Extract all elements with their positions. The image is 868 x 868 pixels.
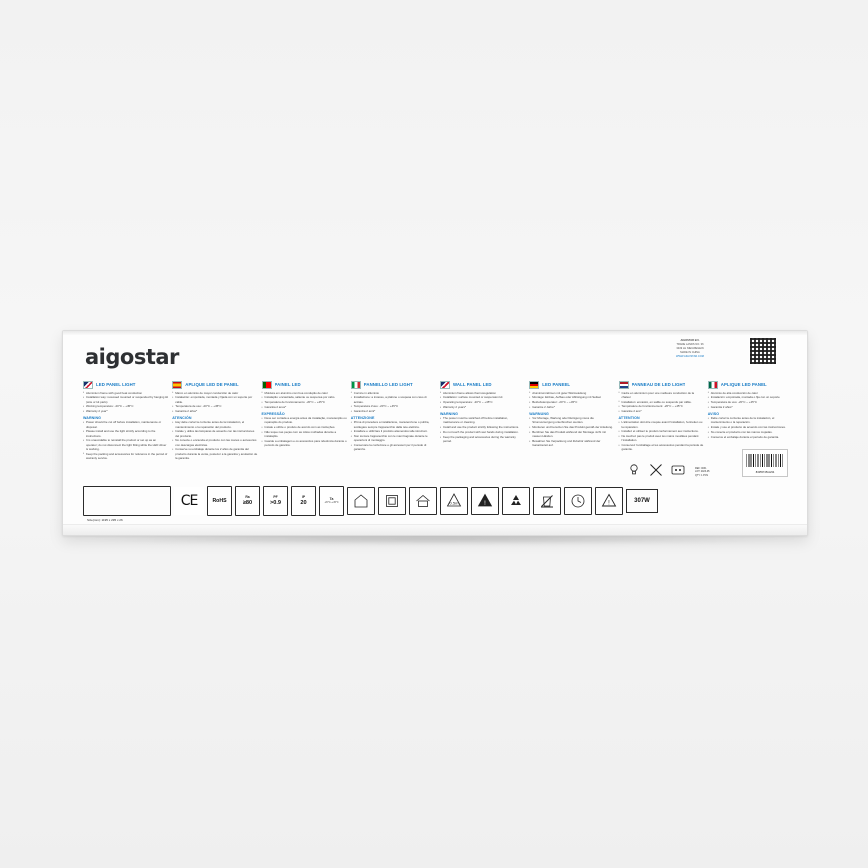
list-item: • Instale e utilize o produto de acordo com as instruções. [262,425,347,429]
product-size-label: Size(mm): 1195 x 295 x 26 [87,518,123,522]
list-item: • It is unavoidable to reinstall the product or set up as an operator; do not disconnect the light fitting while the LED driver is working. [83,438,168,451]
cri-value: ≥80 [242,499,253,506]
list-item: • Moldura em alumínio com boa condução de calor [262,391,347,395]
side-ref-text [695,467,739,477]
list-item: • Conserve su embalaje durante los 2 años de garantía del producto durante la venta, posterior a la garantía y anulación de la garantía. [172,447,257,460]
lang-title: LED PANEL LIGHT [96,382,136,388]
lang-bullets [262,391,347,410]
ip-rating-value: 20 [300,499,307,506]
warning-title: EXPRESSÃO [261,412,285,417]
warning-title: WARNUNG [529,412,549,417]
lang-col-fr [619,381,704,461]
cri-label: Ra [245,494,250,499]
power-factor-cell [263,486,288,516]
list-item: • Installation: encastré, en saillie ou suspendu par câble. [619,400,704,404]
recycle-icon [502,487,530,515]
list-item: • Operating temperature: -20°C ~ +45°C [440,400,525,404]
company-address [647,339,733,359]
list-item: • Berühren Sie das Produkt während der Montage nicht mit nassen Händen. [529,430,614,438]
no-dispose-icon [533,487,561,515]
ip-rating-label: IP [301,494,306,499]
list-item: • Ne touchez pas le produit avec les mains mouillées pendant l'installation. [619,434,704,442]
lang-header [172,381,257,389]
list-item: • Instalação: encastrada, saliente ou suspensa por cabo. [262,395,347,399]
list-item: • No conecte o encienda el producto con las manos o accesorios con descargas eléctricas. [172,438,257,446]
ce-mark-label: CE [180,493,198,509]
list-item: • Aluminium frame allows thermoregulation [440,391,525,395]
list-item: • Do not touch the product with wet hands during installation. [440,430,525,434]
warning-bullets [172,420,257,460]
list-item: • Prima di procedere a installazione, manutenzione o pulizia, scollegare sempre l'apparecchio dalla rete elettrica. [351,420,436,428]
lang-col-en [83,381,168,461]
svg-text:0.5m: 0.5m [449,500,459,506]
warning-title: WARNING [440,412,459,417]
barcode-icon [746,454,784,467]
lang-col-en2 [440,381,525,461]
lang-title: LED PANEEL [542,382,571,388]
lot-line: LOT: 2023-05 [695,470,710,474]
warning-bullets [708,416,793,439]
warning-bullets [619,420,704,451]
list-item: • Working temperature: -20°C ~ +45°C [83,404,168,408]
lang-bullets [351,391,436,414]
safety-symbol-row [625,461,687,479]
warning-bullets [351,420,436,451]
list-item: • Bewahren Sie Verpackung und Zubehör während der Garantiezeit auf. [529,439,614,447]
list-item: • Power should be cut off before installation, maintenance or disposal. [83,420,168,428]
list-item: • Temperatura d'uso: -20°C ~ +45°C [351,404,436,408]
flag-gb-icon [440,381,450,389]
list-item: • Conserve el embalaje durante el periodo de garantía. [708,435,793,439]
list-item: • Garanzia 2 anni* [351,409,436,413]
power-factor-label: PF [273,494,278,499]
warning-bullets [529,416,614,447]
warning-bullets [83,420,168,460]
list-item: • Instale y utilice las lámparas de acuerdo con las instrucciones del producto. [172,429,257,437]
flag-mx-icon [708,381,718,389]
spec-icon-strip [83,481,793,521]
indoor-use-icon [347,487,375,515]
svg-text:!: ! [484,500,486,507]
list-item: • Warranty 2 years* [440,405,525,409]
flag-nl-icon [619,381,629,389]
list-item: • Temperatura de uso: -20°C ~ +45°C [708,400,793,404]
warning-title: ATTENTION [618,416,640,421]
list-item: • Please install and use the light strictly according to the instructions. [83,429,168,437]
list-item: • Betriebstemperatur: -20°C ~ +45°C [529,400,614,404]
list-item: • Installation way: recessed mounted or suspended by hanging kit (wire or kit parts) [83,395,168,403]
lang-header [440,381,525,389]
brand-logo: aigostar [85,345,179,369]
clock-icon [564,487,592,515]
lang-bullets [708,391,793,410]
list-item: • Aluminium frame with good heat conduction [83,391,168,395]
list-item: • Montieren und benutzen Sie das Produkt gemäß der Anleitung. [529,425,614,429]
ta-value: -20°C~+45°C [324,500,339,504]
house-mounting-icon [409,487,437,515]
list-item: • No conecte el producto con las manos mojadas. [708,430,793,434]
warning-triangle-icon [471,487,499,515]
list-item: • Installazione: a incasso, a plafone o sospesa con cavo di acciaio. [351,395,436,403]
lang-col-de [529,381,614,461]
warning-bullets [440,416,525,443]
lang-title: APLIQUE LED PANEL [720,382,767,388]
power-factor-value: >0.9 [269,499,282,506]
lang-header [619,381,704,389]
box-top-edge [63,331,807,335]
list-item: • Install and use the product strictly following the instructions. [440,425,525,429]
socket-icon [669,461,687,479]
ip-rating-cell [291,486,316,516]
flag-de-icon [529,381,539,389]
barcode-label [742,449,788,477]
cri-cell [235,486,260,516]
company-city: 3439 LH NIEUWEGEIN [676,347,704,351]
lang-col-pt [262,381,347,461]
list-item: • Garantie 2 Jahre* [529,405,614,409]
lang-col-it [351,381,436,461]
list-item: • Montage: Einbau, Aufbau oder Abhängung mit Seilset [529,395,614,399]
lang-header [351,381,436,389]
lang-header [529,381,614,389]
flag-gb-icon [83,381,93,389]
flag-pt-icon [262,381,272,389]
list-item: • The power must be switched off before installation, maintenance or cleaning. [440,416,525,424]
wattage-badge: 307W [626,489,658,513]
list-item: • Conservez l'emballage et les accessoires pendant la période de garantie. [619,443,704,451]
box-bottom-edge [63,524,807,535]
list-item: • Temperatura de funcionamento: -20°C ~ +45°C [262,400,347,404]
company-website: WWW.AIGOSTAR.COM [676,355,704,359]
lang-title: PANNELLO LED LIGHT [363,382,413,388]
list-item: • Aluminio de alta conducción de calor [708,391,793,395]
qr-code-icon [749,337,777,365]
list-item: • Não toque nas peças com as mãos molhadas durante a instalação. [262,430,347,438]
lang-title: PAINEL LED [274,382,301,388]
company-name: AIGOSTAR B.V. [680,339,700,342]
warning-bullets [262,416,347,447]
ta-label: Ta [329,496,334,501]
ambient-temperature-cell [319,486,344,516]
list-item: • Marco en aluminio de mayor conducción de calor [172,391,257,395]
company-origin: MADE IN CHINA [680,351,700,355]
list-item: • Instale y use el producto de acuerdo con las instrucciones. [708,425,793,429]
list-item: • Instalación: empotrada, montada y fijada con un soporte por cable. [172,395,257,403]
list-item: • Temperatura de uso: -20°C ~ +45°C [172,404,257,408]
rohs-mark-label: RoHS [212,498,227,504]
lang-title: APLIQUE LED DE PANEL [185,382,239,388]
list-item: • Debe cortar la corriente antes de la instalación, el mantenimiento o la reparación. [708,416,793,424]
lang-col-es [172,381,257,461]
lang-bullets [172,391,257,414]
product-box [62,330,808,536]
list-item: • Guarde a embalagem e os acessórios para referência durante o período de garantia. [262,439,347,447]
lang-header [708,381,793,389]
lang-header [83,381,168,389]
list-item: • Garantie 2 ans* [619,409,704,413]
list-item: • Cornice in alluminio [351,391,436,395]
list-item: • Keep the packaging and accessories during the warranty period. [440,435,525,443]
list-item: • Installez et utilisez le produit conformément aux instructions. [619,429,704,433]
list-item: • Garantía 2 años* [708,405,793,409]
lang-header [262,381,347,389]
ref-line: REF: 0031 [695,466,707,470]
list-item: • Vor Montage, Wartung oder Reinigung muss die Stromversorgung unterbrochen werden. [529,416,614,424]
lang-bullets [529,391,614,410]
list-item: • Hay debe cortar la corriente antes de la instalación, el mantenimiento o la reparación del producto. [172,420,257,428]
side-label-block [695,449,791,477]
list-item: • Garantía 2 años* [172,409,257,413]
product-size-box [83,486,171,522]
list-item: • Cadre en aluminium pour une meilleure conduction de la chaleur [619,391,704,399]
list-item: • Garantia 2 anos* [262,405,347,409]
ce-mark [174,487,204,515]
lang-bullets [83,391,168,414]
warning-title: ATTENZIONE [350,416,375,421]
class-ii-icon [378,487,406,515]
lamp-replacement-icon [625,461,643,479]
no-hammer-icon [647,461,665,479]
lang-bullets [440,391,525,410]
language-columns [83,381,793,461]
lang-bullets [619,391,704,414]
list-item: • Non toccare l'apparecchio con le mani bagnate durante le operazioni di montaggio. [351,434,436,442]
caution-triangle-icon [595,487,623,515]
list-item: • Installare e utilizzare il prodotto attenendosi alle istruzioni. [351,429,436,433]
company-street: TRADE LANDS NO. 36 [676,343,704,347]
list-item: • Aluminiumrahmen mit guter Wärmeleitung [529,391,614,395]
barcode-number: 8435574511234 [755,471,775,474]
lang-title: WALL PANEL LED [453,382,492,388]
svg-text:!: ! [608,500,610,507]
list-item: • Keep the packing and accessories for reference in the period of warranty service. [83,452,168,460]
warning-title: ATENCIÓN [172,416,192,421]
flag-it-icon [351,381,361,389]
list-item: • Instalación: empotrada, montada o fija con un soporte [708,395,793,399]
flag-es-icon [172,381,182,389]
lang-title: PANNEAU DE LED LIGHT [631,382,686,388]
distance-05m-icon [440,487,468,515]
qty-line: QTY: 1 PCS [695,473,709,477]
list-item: • Installation: surface mounted or suspension kit [440,395,525,399]
list-item: • Deve ser cortada a energia antes da instalação, manutenção ou reparação do produto. [262,416,347,424]
rohs-mark [207,486,232,516]
list-item: • Température de fonctionnement: -20°C ~ +45°C [619,404,704,408]
warning-title: WARNING [83,416,102,421]
list-item: • L'alimentation doit être coupée avant l'installation, l'entretien ou la réparation. [619,420,704,428]
warning-title: AVISO [707,412,720,417]
list-item: • Warranty 2 year* [83,409,168,413]
list-item: • Conservare la confezione e gli accessori per il periodo di garanzia. [351,443,436,451]
